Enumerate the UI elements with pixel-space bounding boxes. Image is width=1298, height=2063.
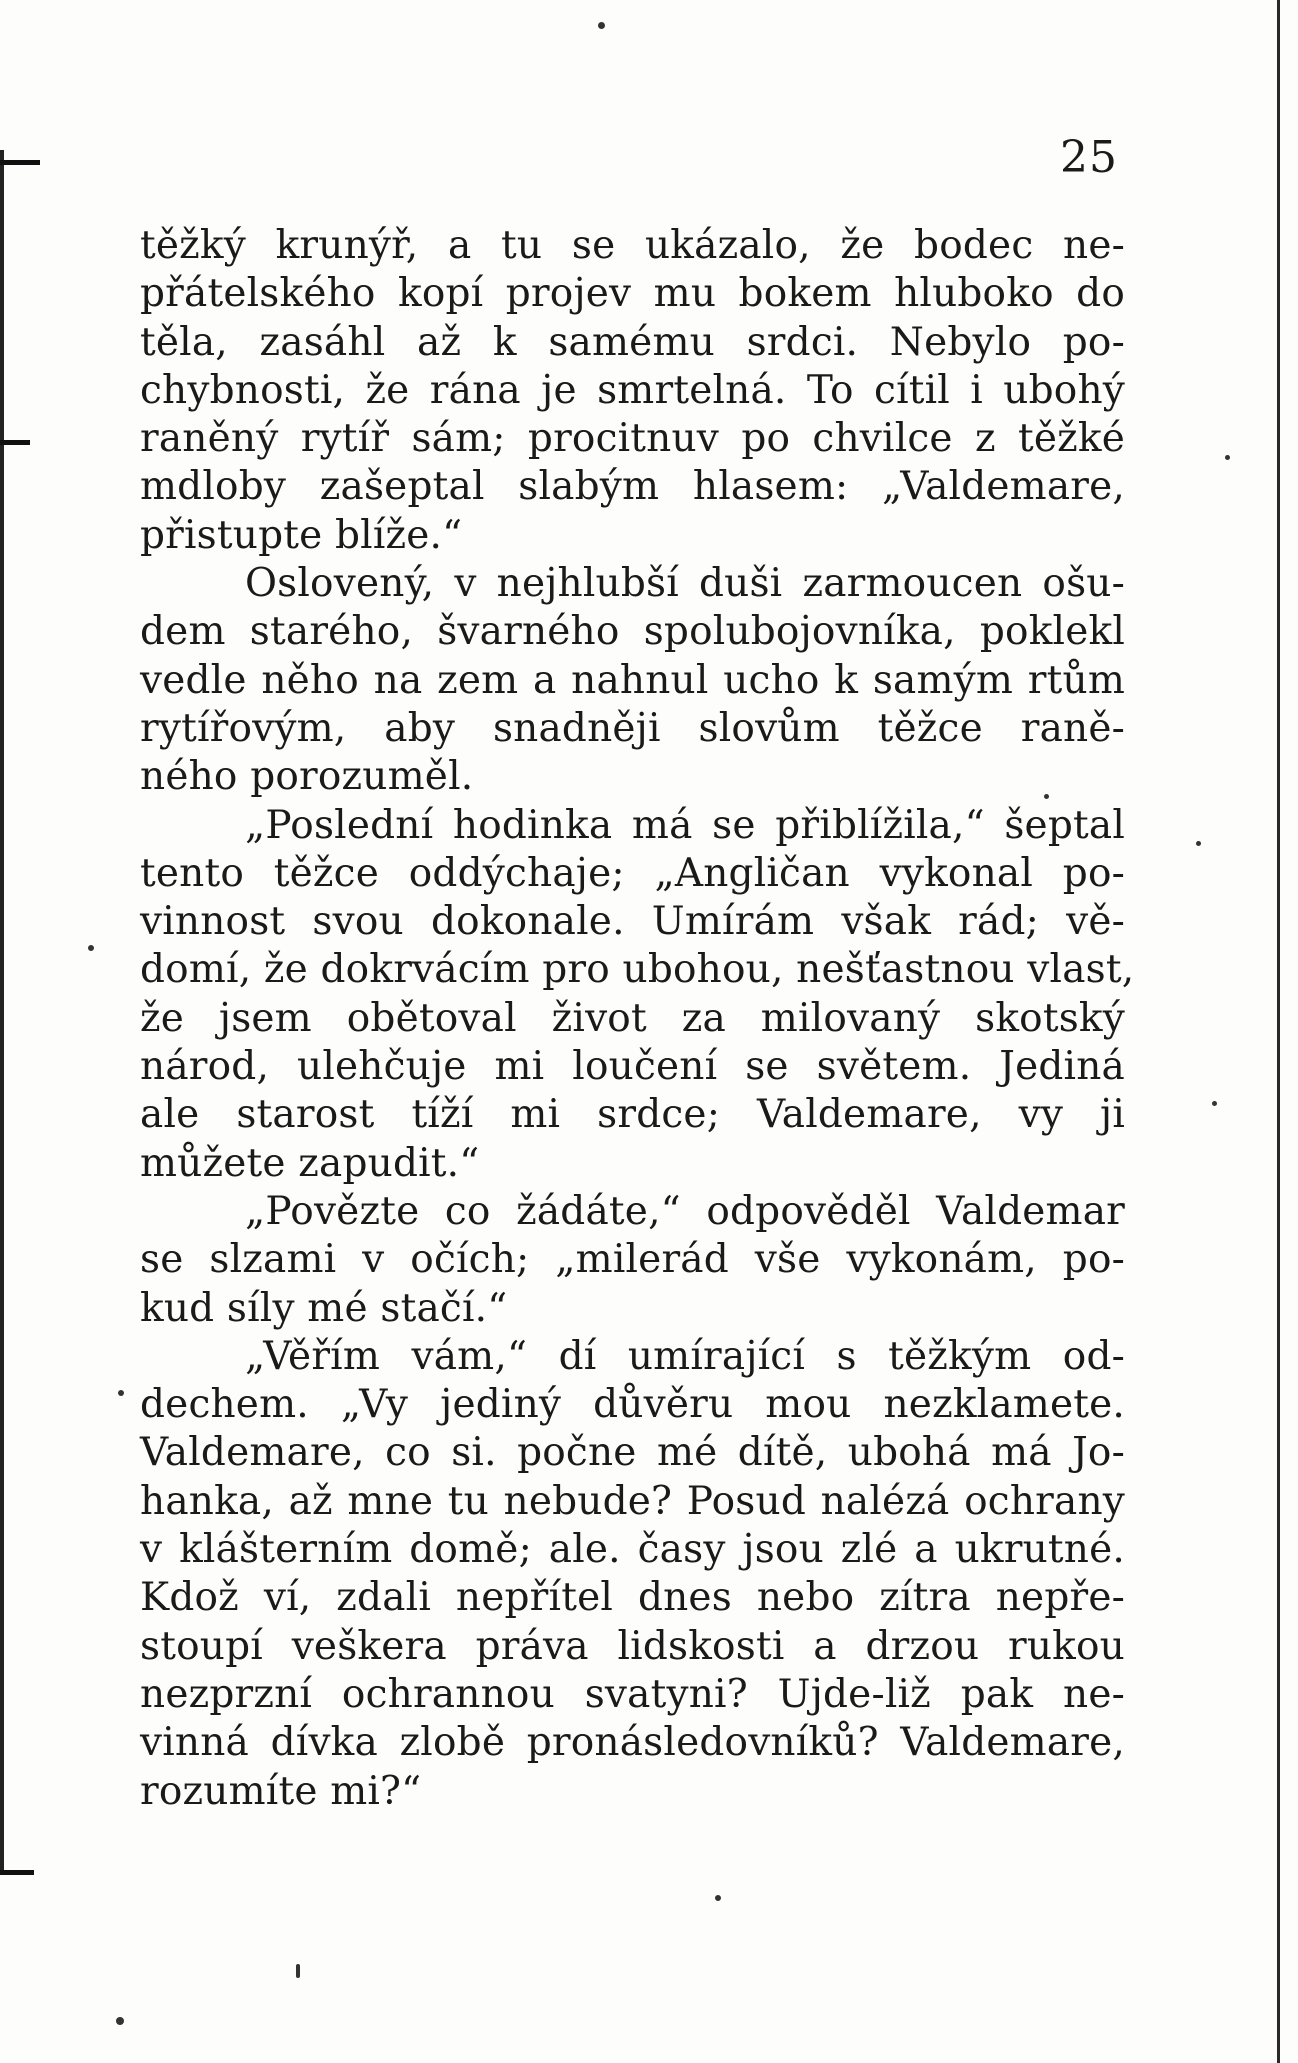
text-line: stoupí veškera práva lidskosti a drzou rukou xyxy=(140,1623,1125,1669)
page-edge-mark xyxy=(0,440,30,445)
text-line: přátelského kopí projev mu bokem hluboko do xyxy=(140,271,1125,317)
text-line: dem starého, švarného spolubojovníka, poklekl xyxy=(140,609,1125,655)
text-line: vinnost svou dokonale. Umírám však rád; vě- xyxy=(140,899,1125,945)
body-text xyxy=(140,222,1135,1816)
text-line: vedle něho na zem a nahnul ucho k samým rtům xyxy=(140,657,1125,703)
scan-speck xyxy=(116,2017,124,2025)
text-line: se slzami v očích; „milerád vše vykonám, po- xyxy=(140,1237,1125,1283)
scan-speck xyxy=(1212,1101,1217,1106)
text-line: hanka, až mne tu nebude? Posud nalézá ochrany xyxy=(140,1478,1125,1524)
scan-speck xyxy=(296,1964,300,1978)
text-line: těžký krunýř, a tu se ukázalo, že bodec ne- xyxy=(140,223,1125,268)
text-line: ale starost tíží mi srdce; Valdemare, vy ji xyxy=(140,1092,1125,1138)
page-right-edge xyxy=(1277,0,1280,2063)
text-line: můžete zapudit.“ xyxy=(140,1140,480,1186)
text-line: chybnosti, že rána je smrtelná. To cítil i ubohý xyxy=(140,367,1125,413)
scan-speck xyxy=(118,1390,124,1396)
paragraph-first-line: „Věřím vám,“ dí umírající s těžkým od- xyxy=(245,1333,1125,1379)
text-line: raněný rytíř sám; procitnuv po chvilce z těžké xyxy=(140,416,1125,462)
text-line: tento těžce oddýchaje; „Angličan vykonal po- xyxy=(140,850,1125,896)
text-line: nezprzní ochrannou svatyni? Ujde-liž pak ne- xyxy=(140,1671,1125,1717)
text-line: rozumíte mi?“ xyxy=(140,1768,422,1814)
text-line: vinná dívka zlobě pronásledovníků? Valdemare, xyxy=(140,1720,1125,1766)
text-line: že jsem obětoval život za milovaný skotský xyxy=(140,995,1125,1041)
text-line: Valdemare, co si. počne mé dítě, ubohá má Jo- xyxy=(140,1430,1125,1476)
text-line: domí, že dokrvácím pro ubohou, nešťastnou vlast, xyxy=(140,947,1135,993)
page-edge-mark xyxy=(0,1870,34,1875)
scan-speck xyxy=(598,22,605,29)
paragraph-first-line: Oslovený, v nejhlubší duši zarmoucen ošu- xyxy=(245,561,1125,607)
text-line: rytířovým, aby snadněji slovům těžce raně- xyxy=(140,705,1125,751)
text-line: přistupte blíže.“ xyxy=(140,512,463,558)
text-line: dechem. „Vy jediný důvěru mou nezklamete. xyxy=(140,1382,1125,1428)
text-line: kud síly mé stačí.“ xyxy=(140,1285,508,1331)
page-number: 25 xyxy=(1060,132,1118,183)
text-line: těla, zasáhl až k samému srdci. Nebylo po- xyxy=(140,319,1125,365)
scan-speck xyxy=(88,945,94,951)
scan-speck xyxy=(1196,841,1201,846)
text-line: mdloby zašeptal slabým hlasem: „Valdemare, xyxy=(140,464,1125,510)
text-line: Kdož ví, zdali nepřítel dnes nebo zítra nepře- xyxy=(140,1575,1125,1621)
scan-speck xyxy=(1225,455,1230,460)
page-edge-mark xyxy=(0,160,40,165)
page-left-edge xyxy=(0,150,18,1870)
scan-speck xyxy=(715,1895,721,1901)
text-line: v klášterním domě; ale. časy jsou zlé a ukrutné. xyxy=(140,1527,1125,1573)
text-line: ného porozuměl. xyxy=(140,754,474,800)
paragraph-first-line: „Povězte co žádáte,“ odpověděl Valdemar xyxy=(245,1188,1125,1234)
text-line: národ, ulehčuje mi loučení se světem. Jediná xyxy=(140,1044,1125,1090)
paragraph-first-line: „Poslední hodinka má se přiblížila,“ šeptal xyxy=(245,802,1125,848)
